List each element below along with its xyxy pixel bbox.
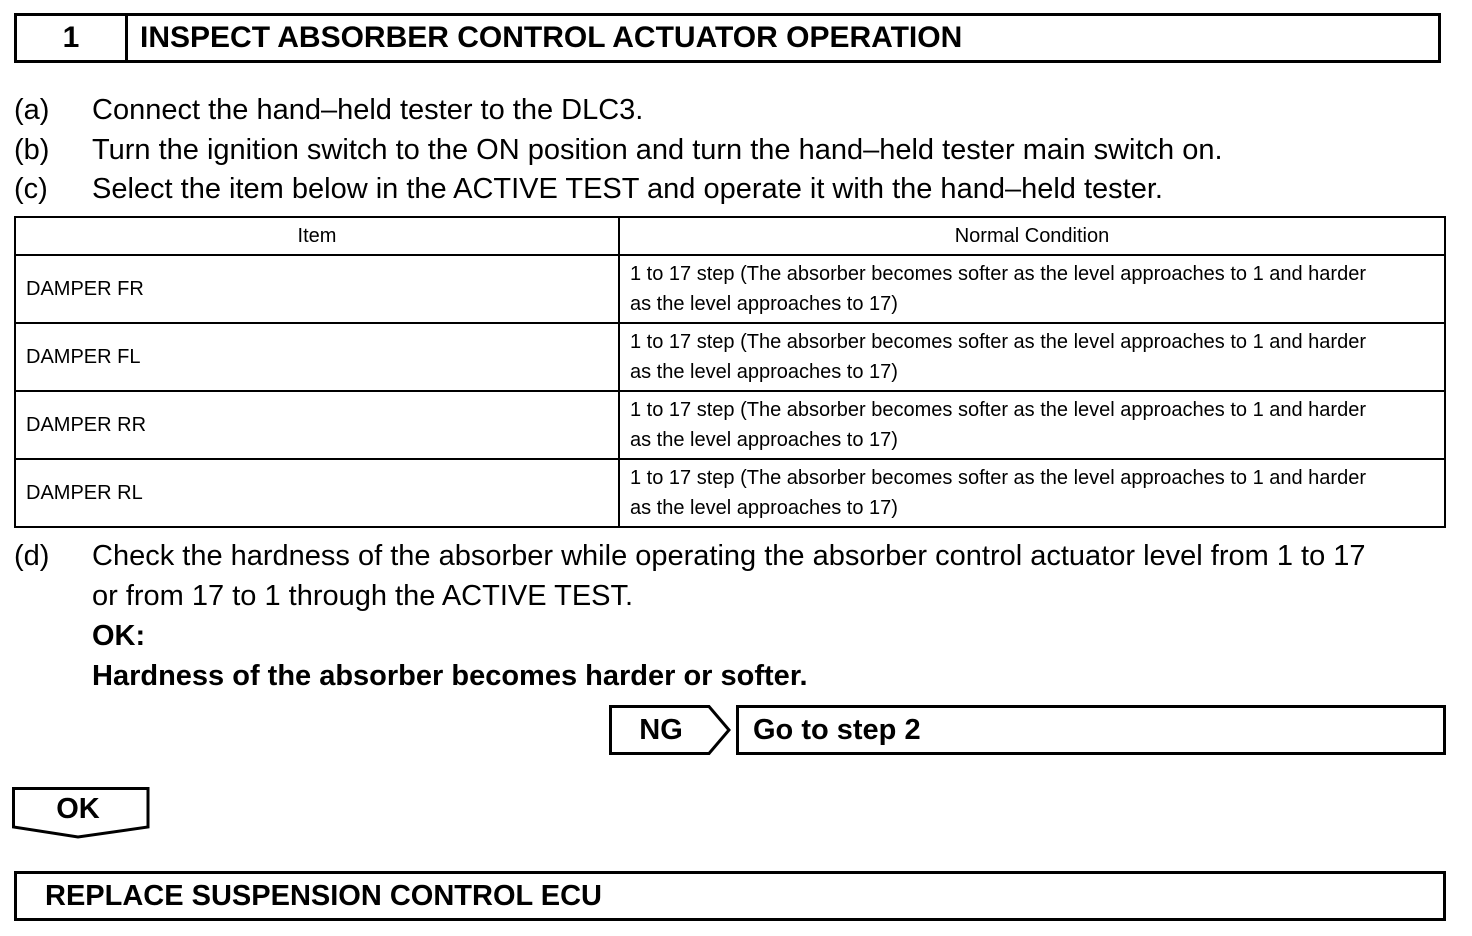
active-test-table xyxy=(14,216,1446,528)
condition-line: as the level approaches to 17) xyxy=(630,429,898,451)
step-title: INSPECT ABSORBER CONTROL ACTUATOR OPERATION xyxy=(140,21,963,54)
ng-branch-box xyxy=(609,705,731,755)
condition-line: 1 to 17 step (The absorber becomes softer as the level approaches to 1 and harder xyxy=(630,331,1366,353)
ng-label: NG xyxy=(639,713,683,746)
column-header-item: Item xyxy=(15,217,619,255)
table-header-row xyxy=(15,217,1445,255)
cell-item: DAMPER RR xyxy=(15,391,619,459)
go-to-step-box: Go to step 2 xyxy=(736,705,1446,755)
ok-label: OK xyxy=(56,792,100,825)
instruction-label: (b) xyxy=(14,134,50,166)
cell-item: DAMPER FR xyxy=(15,255,619,323)
condition-line: as the level approaches to 17) xyxy=(630,361,898,383)
instruction-text: Connect the hand–held tester to the DLC3. xyxy=(92,94,644,126)
condition-line: as the level approaches to 17) xyxy=(630,293,898,315)
condition-line: 1 to 17 step (The absorber becomes softer as the level approaches to 1 and harder xyxy=(630,467,1366,489)
step-header xyxy=(14,13,1441,63)
condition-line: 1 to 17 step (The absorber becomes softer as the level approaches to 1 and harder xyxy=(630,399,1366,421)
instruction-label: (a) xyxy=(14,94,50,126)
instruction-text: Select the item below in the ACTIVE TEST and operate it with the hand–held tester. xyxy=(92,173,1163,205)
instruction-text: Check the hardness of the absorber while operating the absorber control actuator level from 1 to 17 xyxy=(92,540,1366,572)
ok-heading: OK: xyxy=(92,620,146,652)
cell-item: DAMPER RL xyxy=(15,459,619,527)
cell-condition xyxy=(619,323,1445,391)
cell-condition xyxy=(619,391,1445,459)
final-action-box: REPLACE SUSPENSION CONTROL ECU xyxy=(14,871,1446,921)
table-row xyxy=(15,391,1445,459)
instruction-text: Turn the ignition switch to the ON position and turn the hand–held tester main switch on. xyxy=(92,134,1223,166)
cell-condition xyxy=(619,255,1445,323)
ok-branch-box xyxy=(12,787,150,839)
instruction-label: (c) xyxy=(14,173,48,205)
cell-condition xyxy=(619,459,1445,527)
instruction-d-continued: or from 17 to 1 through the ACTIVE TEST. xyxy=(92,580,634,612)
condition-line: 1 to 17 step (The absorber becomes softer as the level approaches to 1 and harder xyxy=(630,263,1366,285)
instruction-label: (d) xyxy=(14,540,50,572)
table-row xyxy=(15,459,1445,527)
condition-line: as the level approaches to 17) xyxy=(630,497,898,519)
table-row xyxy=(15,255,1445,323)
cell-item: DAMPER FL xyxy=(15,323,619,391)
column-header-normal-condition: Normal Condition xyxy=(619,217,1445,255)
ok-criteria: Hardness of the absorber becomes harder or softer. xyxy=(92,660,808,692)
step-number: 1 xyxy=(17,16,128,60)
table-row xyxy=(15,323,1445,391)
